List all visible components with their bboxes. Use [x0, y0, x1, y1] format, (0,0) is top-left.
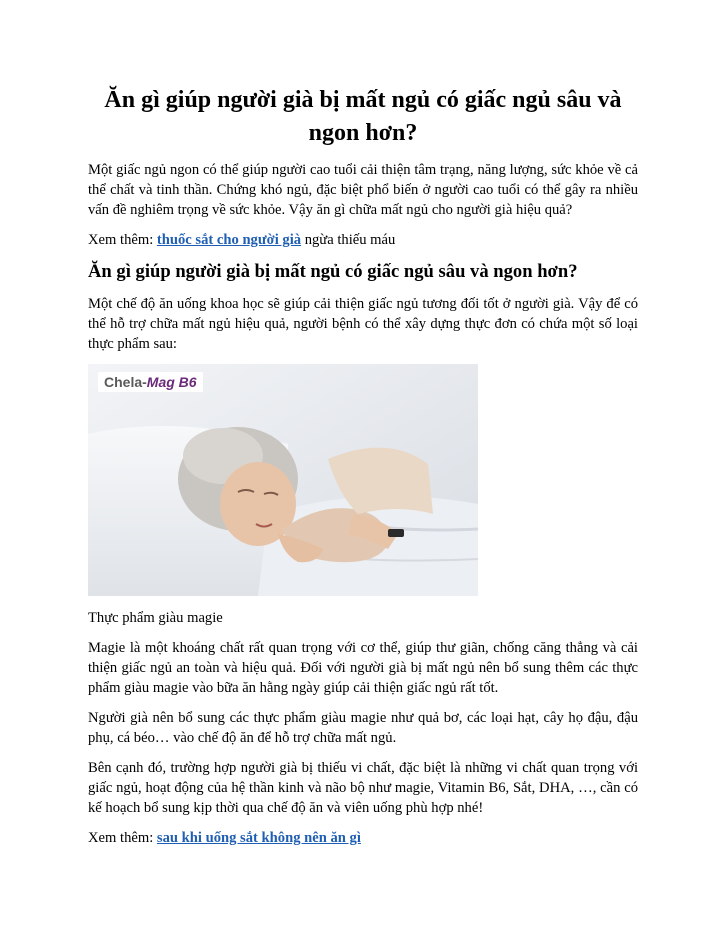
brand-logo-product: Mag B6	[146, 374, 197, 390]
brand-logo	[98, 372, 203, 392]
see-more-2	[88, 828, 638, 848]
see-more-1	[88, 230, 638, 250]
intro-paragraph: Một giấc ngủ ngon có thể giúp người cao tuổi cải thiện tâm trạng, năng lượng, sức khỏe về cả thể chất và tinh thần. Chứng khó ngủ, đặc biệt phổ biến ở người cao tuổi có thể gây ra nhiều vấn đề nghiêm trọng về sức khỏe. Vậy ăn gì chữa mất ngủ cho người già hiệu quả?	[88, 162, 638, 218]
sleeping-woman-illustration	[88, 364, 478, 596]
see-more-2-link[interactable]: sau khi uống sắt không nên ăn gì	[156, 830, 361, 846]
micronutrients-paragraph: Bên cạnh đó, trường hợp người già bị thiếu vi chất, đặc biệt là những vi chất quan trọng với giấc ngủ, hoạt động của hệ thần kinh và não bộ như magie, Vitamin B6, Sắt, DHA, …, cần có kế hoạch bổ sung kịp thời qua chế độ ăn và viên uống phù hợp nhé!	[88, 760, 638, 816]
see-more-1-link[interactable]: thuốc sắt cho người già	[156, 232, 302, 248]
diet-paragraph: Một chế độ ăn uống khoa học sẽ giúp cải thiện giấc ngủ tương đối tốt ở người già. Vậy để có thể hỗ trợ chữa mất ngủ hiệu quả, người bệnh có thể xây dựng thực đơn có chứa một số loại thực phẩm sau:	[88, 296, 638, 352]
see-more-1-suffix: ngừa thiếu máu	[301, 232, 396, 248]
section-heading: Ăn gì giúp người già bị mất ngủ có giấc ngủ sâu và ngon hơn?	[88, 261, 578, 282]
see-more-2-prefix: Xem thêm:	[88, 830, 157, 846]
see-more-1-prefix: Xem thêm:	[88, 232, 157, 248]
brand-logo-prefix: Chela-	[104, 374, 147, 390]
magnesium-paragraph-1: Magie là một khoáng chất rất quan trọng với cơ thể, giúp thư giãn, chống căng thẳng và cải thiện giấc ngủ an toàn và hiệu quả. Đối với người già bị mất ngủ nên bổ sung thêm các thực phẩm giàu magie vào bữa ăn hằng ngày giúp cải thiện giấc ngủ rất tốt.	[88, 640, 638, 696]
magnesium-paragraph-2: Người già nên bổ sung các thực phẩm giàu magie như quả bơ, các loại hạt, cây họ đậu, đậu phụ, cá béo… vào chế độ ăn để hỗ trợ chữa mất ngủ.	[88, 710, 638, 746]
document-page	[88, 84, 638, 858]
article-title: Ăn gì giúp người già bị mất ngủ có giấc ngủ sâu và ngon hơn?	[104, 87, 622, 146]
elderly-woman-sleeping-photo	[88, 364, 478, 596]
subheading-magnesium: Thực phẩm giàu magie	[88, 610, 223, 626]
